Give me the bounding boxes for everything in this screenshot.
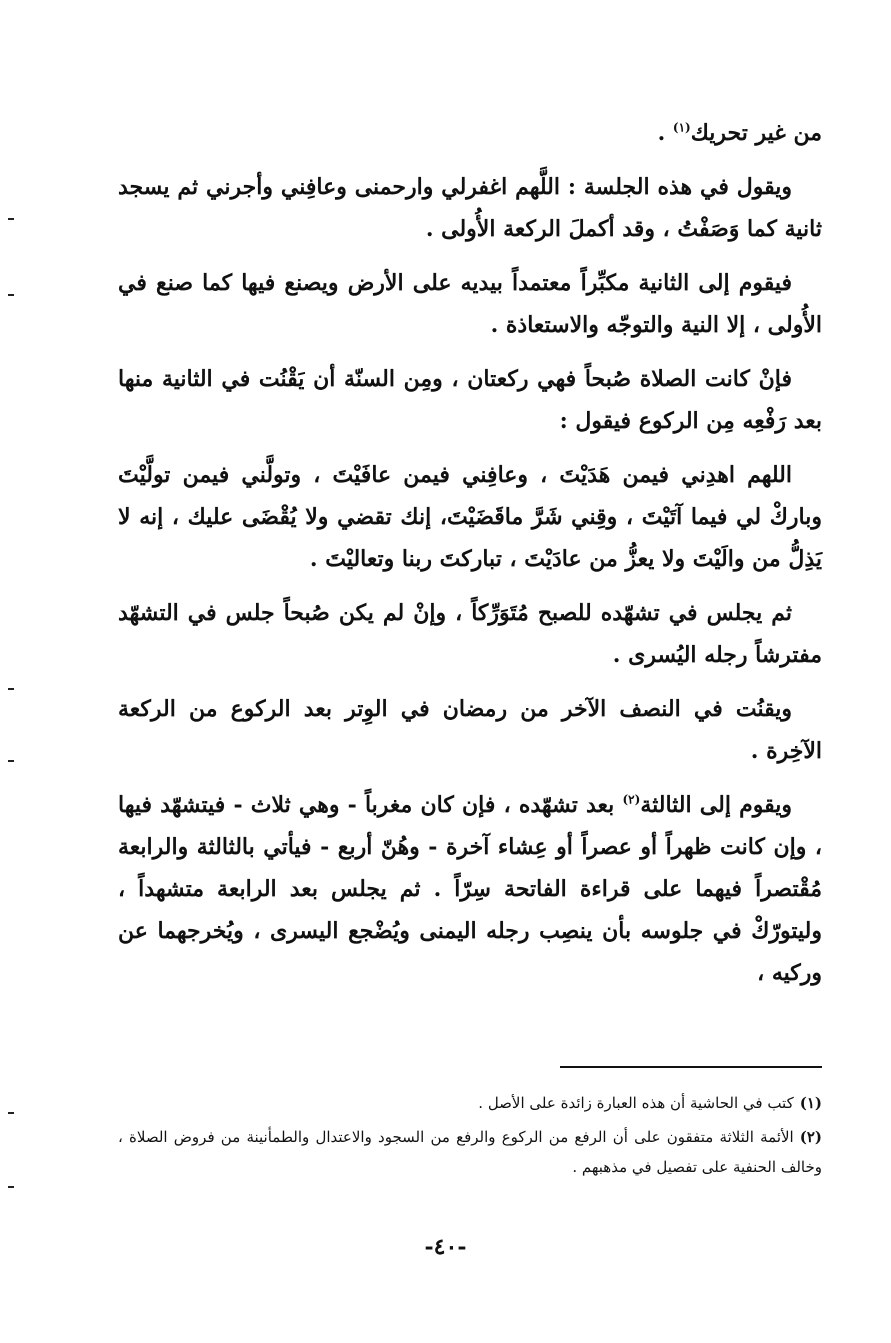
footnote-reference[interactable]: (٢) — [622, 792, 641, 807]
footnote — [118, 1088, 822, 1118]
footnote-number: (٢) — [799, 1128, 822, 1146]
paragraph: فإنْ كانت الصلاة صُبحاً فهي ركعتان ، ومِن السنّة أن يَقْنُت في الثانية منها بعد رَفْعِه مِن الركوع فيقول : — [118, 366, 822, 434]
footnote-reference[interactable]: (١) — [672, 120, 691, 135]
paragraph: ويقول في هذه الجلسة : اللَّهم اغفرلي وارحمنى وعافِني وأجرني ثم يسجد ثانية كما وَصَفْتُ ، وقد أكملَ الركعة الأُولى . — [118, 174, 822, 242]
margin-mark — [8, 1112, 14, 1114]
margin-mark — [8, 1186, 14, 1188]
paragraph: فيقوم إلى الثانية مكبِّراً معتمداً بيديه على الأرض ويصنع فيها كما صنع في الأُولى ، إلا النية والتوجّه والاستعاذة . — [118, 270, 822, 338]
paragraph — [118, 784, 822, 994]
footnote-number: (١) — [799, 1094, 822, 1112]
footnote-text: كتب في الحاشية أن هذه العبارة زائدة على الأصل . — [478, 1094, 794, 1112]
footnote-text: الأئمة الثلاثة متفقون على أن الرفع من الركوع والرفع من السجود والاعتدال والطمأنينة من فروض الصلاة ، وخالف الحنفية على تفصيل في مذهبهم . — [118, 1128, 822, 1176]
footnote — [118, 1122, 822, 1182]
page-number: -٤٠- — [424, 1234, 467, 1260]
margin-mark — [8, 218, 14, 220]
margin-mark — [8, 760, 14, 762]
paragraph-text: ويقوم إلى الثالثة — [640, 792, 792, 818]
paragraph: ويقنُت في النصف الآخر من رمضان في الوِتر بعد الركوع من الركعة الآخِرة . — [118, 696, 822, 764]
footnote-divider — [560, 1066, 822, 1068]
paragraph-text: من غير تحريك — [690, 120, 822, 146]
paragraph — [118, 112, 822, 154]
paragraph-text: بعد تشهّده ، فإن كان مغرباً - وهي ثلاث - فيتشهّد فيها ، وإن كانت ظهراً أو عصراً أو عِشاء آخرة - وهُنّ أربع - فيأتي بالثالثة والرابعة مُقْتصراً فيهما على قراءة الفاتحة سِرّاً . ثم يجلس بعد الرابعة متشهداً ، وليتورّكْ في جلوسه بأن ينصِب رجله اليمنى ويُضْجع اليسرى ، ويُخرجهما عن وركيه ، — [118, 792, 822, 986]
page-body — [118, 112, 822, 1006]
margin-mark — [8, 688, 14, 690]
qunut-supplication: اللهم اهدِني فيمن هَدَيْتَ ، وعافِني فيمن عافَيْتَ ، وتولَّني فيمن تولَّيْتَ وباركْ لي فيما آتَيْتَ ، وقِني شَرَّ ماقَضَيْتَ، إنك تقضي ولا يُقْضَى عليك ، إنه لا يَذِلُّ من والَيْتَ ولا يعزُّ من عادَيْتَ ، تباركتَ ربنا وتعاليْتَ . — [118, 462, 822, 572]
paragraph: ثم يجلس في تشهّده للصبح مُتَوَرِّكاً ، وإنْ لم يكن صُبحاً جلس في التشهّد مفترشاً رجله اليُسرى . — [118, 600, 822, 668]
margin-mark — [8, 294, 14, 296]
footnotes — [118, 1088, 822, 1186]
paragraph-text: . — [657, 120, 673, 146]
